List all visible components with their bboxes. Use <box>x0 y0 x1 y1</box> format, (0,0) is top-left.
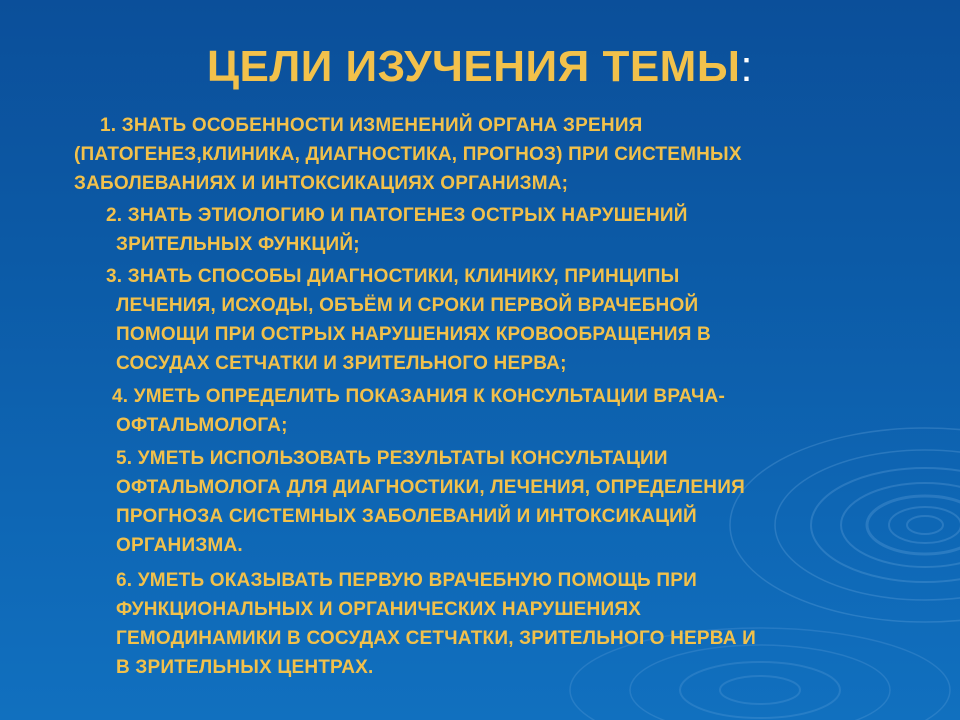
goal-1-line-3: ЗАБОЛЕВАНИЯХ И ИНТОКСИКАЦИЯХ ОРГАНИЗМА; <box>74 173 569 194</box>
goal-6-line-2: ФУНКЦИОНАЛЬНЫХ И ОРГАНИЧЕСКИХ НАРУШЕНИЯХ <box>116 599 642 620</box>
goal-item-2 <box>106 201 688 259</box>
goal-5-line-2: ОФТАЛЬМОЛОГА ДЛЯ ДИАГНОСТИКИ, ЛЕЧЕНИЯ, ОПРЕДЕЛЕНИЯ <box>116 477 745 498</box>
goal-item-5 <box>116 444 745 560</box>
goal-6-line-3: ГЕМОДИНАМИКИ В СОСУДАХ СЕТЧАТКИ, ЗРИТЕЛЬНОГО НЕРВА И <box>116 628 757 649</box>
goal-3-line-4: СОСУДАХ СЕТЧАТКИ И ЗРИТЕЛЬНОГО НЕРВА; <box>116 353 567 374</box>
goal-5-line-1: 5. УМЕТЬ ИСПОЛЬЗОВАТЬ РЕЗУЛЬТАТЫ КОНСУЛЬТАЦИИ <box>116 448 668 469</box>
goal-1-line-1: 1. ЗНАТЬ ОСОБЕННОСТИ ИЗМЕНЕНИЙ ОРГАНА ЗРЕНИЯ <box>100 115 643 136</box>
goal-3-line-3: ПОМОЩИ ПРИ ОСТРЫХ НАРУШЕНИЯХ КРОВООБРАЩЕНИЯ В <box>116 324 711 345</box>
goal-3-line-2: ЛЕЧЕНИЯ, ИСХОДЫ, ОБЪЁМ И СРОКИ ПЕРВОЙ ВРАЧЕБНОЙ <box>116 295 699 316</box>
goal-2-line-2: ЗРИТЕЛЬНЫХ ФУНКЦИЙ; <box>116 234 360 255</box>
slide-title-colon: : <box>740 42 754 91</box>
goal-item-3 <box>106 262 711 378</box>
goal-2-line-1: 2. ЗНАТЬ ЭТИОЛОГИЮ И ПАТОГЕНЕЗ ОСТРЫХ НАРУШЕНИЙ <box>106 205 688 226</box>
goal-item-6 <box>116 566 756 682</box>
goal-item-4 <box>112 382 725 440</box>
goal-item-1 <box>74 111 742 198</box>
slide-title-text: ЦЕЛИ ИЗУЧЕНИЯ ТЕМЫ <box>206 42 741 91</box>
goal-3-line-1: 3. ЗНАТЬ СПОСОБЫ ДИАГНОСТИКИ, КЛИНИКУ, ПРИНЦИПЫ <box>106 266 680 287</box>
goal-5-line-3: ПРОГНОЗА СИСТЕМНЫХ ЗАБОЛЕВАНИЙ И ИНТОКСИКАЦИЙ <box>116 506 697 527</box>
goal-1-line-2: (ПАТОГЕНЕЗ,КЛИНИКА, ДИАГНОСТИКА, ПРОГНОЗ) ПРИ СИСТЕМНЫХ <box>74 144 742 165</box>
goal-5-line-4: ОРГАНИЗМА. <box>116 535 243 556</box>
goal-4-line-1: 4. УМЕТЬ ОПРЕДЕЛИТЬ ПОКАЗАНИЯ К КОНСУЛЬТАЦИИ ВРАЧА- <box>112 386 725 407</box>
goal-6-line-4: В ЗРИТЕЛЬНЫХ ЦЕНТРАХ. <box>116 657 374 678</box>
goal-4-line-2: ОФТАЛЬМОЛОГА; <box>116 415 288 436</box>
goal-6-line-1: 6. УМЕТЬ ОКАЗЫВАТЬ ПЕРВУЮ ВРАЧЕБНУЮ ПОМОЩЬ ПРИ <box>116 570 697 591</box>
